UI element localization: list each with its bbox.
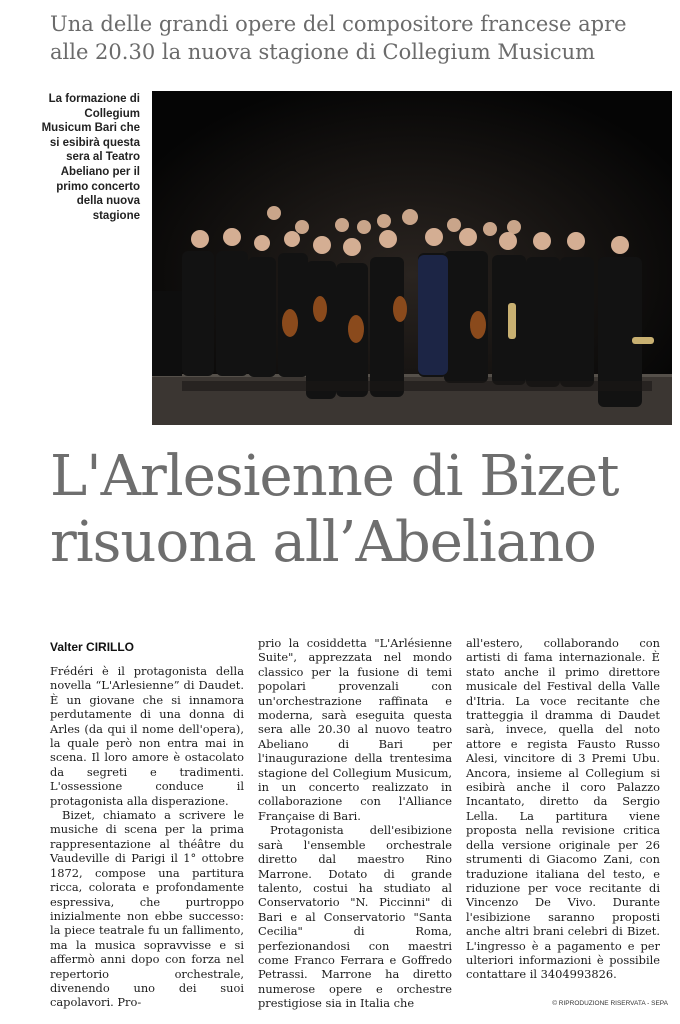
article-column-3 bbox=[466, 636, 660, 982]
paragraph: all'estero, collaborando con artisti di fama internazionale. È stato anche il primo direttore musicale del Festival della Valle d'Itria. La voce recitante che tratteggia il dramma di Daudet sarà, invece, quella del noto attore e regista Fausto Russo Alesi, vincitore di 3 Premi Ubu. Ancora, insieme al Collegium si esibirà anche il coro Palazzo Incantato, diretto da Sergio Lella. La partitura viene proposta nella revisione critica della versione originale per 26 strumenti di Giacomo Zani, con traduzione italiana del testo, e riduzione per voce recitante di Vincenzo De Vivo. Durante l'esibizione saranno proposti anche altri brani celebri di Bizet. L'ingresso è a pagamento e per ulteriori informazioni è possibile contattare il 3404993826. bbox=[466, 636, 660, 982]
headline bbox=[50, 444, 670, 576]
article-column-2 bbox=[258, 636, 452, 1011]
ensemble-photo-graphic bbox=[152, 91, 672, 425]
byline: Valter CIRILLO bbox=[50, 640, 135, 654]
photo-caption: La formazione di Collegium Musicum Bari che si esibirà questa sera al Teatro Abeliano per il primo concerto della nuova stagione bbox=[41, 93, 140, 222]
article-kicker: Una delle grandi opere del compositore francese apre alle 20.30 la nuova stagione di Collegium Musicum bbox=[50, 12, 627, 64]
paragraph: Frédéri è il protagonista della novella “L'Arlesienne” di Daudet. È un giovane che si innamora perdutamente di una donna di Arles (da qui il nome dell'opera), la quale però non entra mai in scena. Il loro amore è ostacolato da segreti e tradimenti. L'ossessione conduce il protagonista alla disperazione. bbox=[50, 664, 244, 808]
ensemble-photo bbox=[152, 91, 672, 425]
copyright-credit: © RIPRODUZIONE RISERVATA - SEPA bbox=[552, 1000, 668, 1007]
headline-line-2: risuona all’Abeliano bbox=[50, 510, 596, 575]
headline-line-1: L'Arlesienne di Bizet bbox=[50, 444, 619, 509]
paragraph: Protagonista dell'esibizione sarà l'ensemble orchestrale diretto dal maestro Rino Marrone. Dotato di grande talento, costui ha studiato al Conservatorio "N. Piccinni" di Bari e al Conservatorio "Santa Cecilia" di Roma, perfezionandosi con maestri come Franco Ferrara e Goffredo Petrassi. Marrone ha diretto numerose opere e orchestre prestigiose sia in Italia che bbox=[258, 823, 452, 1011]
paragraph: prio la cosiddetta "L'Arlésienne Suite", apprezzata nel mondo classico per la fusione di temi popolari provenzali con un'orchestrazione raffinata e moderna, sarà eseguita questa sera alle 20.30 al nuovo teatro Abeliano di Bari per l'inaugurazione della trentesima stagione del Collegium Musicum, in un concerto realizzato in collaborazione con l'Alliance Française di Bari. bbox=[258, 636, 452, 823]
article-column-1 bbox=[50, 664, 244, 1010]
paragraph: Bizet, chiamato a scrivere le musiche di scena per la prima rappresentazione al théâtre du Vaudeville di Parigi il 1° ottobre 1872, compose una partitura ricca, colorata e profondamente espressiva, che purtroppo inizialmente non ebbe successo: la piece teatrale fu un fallimento, ma la musica sopravvisse e si affermò anni dopo con forza nel repertorio orchestrale, divenendo uno dei suoi capolavori. Pro- bbox=[50, 808, 244, 1010]
